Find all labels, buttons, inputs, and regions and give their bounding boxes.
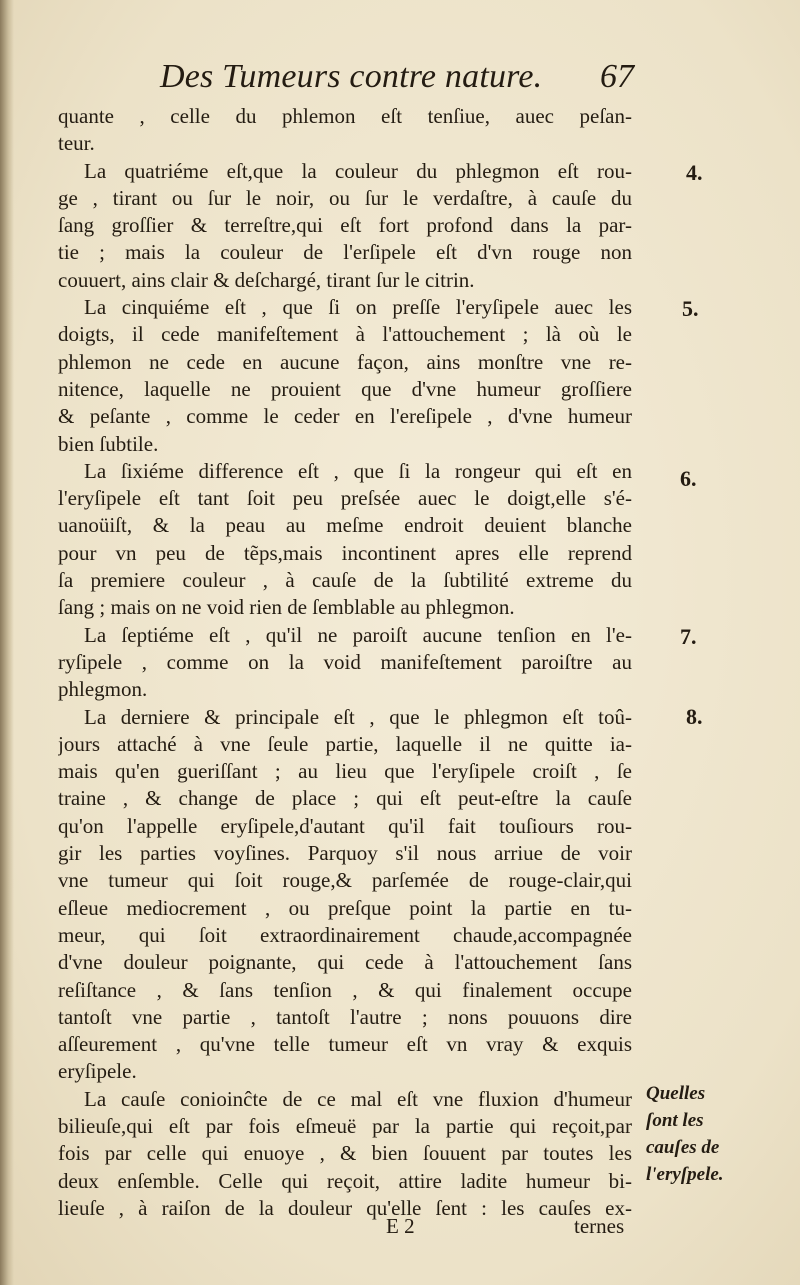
text-line: & peſante , comme le ceder en l'ereſipele , d'vne humeur: [58, 404, 632, 429]
page-footer: [0, 1214, 800, 1244]
text-line: phlemon ne cede en aucune façon, ains monſtre vne re-: [58, 349, 632, 374]
text-line: bilieuſe,qui eſt par fois eſmeuë par la partie qui reçoit,par: [58, 1113, 632, 1138]
text-line: La derniere & principale eſt , que le phlegmon eſt toû-: [84, 704, 632, 729]
signature-mark: E 2: [386, 1214, 415, 1238]
text-line: aſſeurement , qu'vne telle tumeur eſt vn vray & exquis: [58, 1032, 632, 1057]
binding-gutter: [0, 0, 14, 1285]
margin-number-7: 7.: [680, 624, 697, 649]
text-line: uanoüiſt, & la peau au meſme endroit deuient blanche: [58, 513, 632, 538]
side-note-line: Quelles: [646, 1083, 706, 1104]
text-line: bien ſubtile.: [58, 431, 159, 456]
text-line: tantoſt vne partie , tantoſt l'autre ; nons pouuons dire: [58, 1004, 632, 1029]
text-line: vne tumeur qui ſoit rouge,& parſemée de rouge-clair,qui: [58, 868, 632, 893]
text-line: ſa premiere couleur , à cauſe de la ſubtilité extreme du: [58, 568, 632, 593]
margin-number-4: 4.: [686, 160, 703, 185]
text-line: tie ; mais la couleur de l'erſipele eſt d'vn rouge non: [58, 240, 632, 265]
text-line: gir les parties voyſines. Parquoy s'il nous arriue de voir: [58, 841, 632, 866]
text-line: quante , celle du phlemon eſt tenſiue, auec peſan-: [58, 104, 632, 128]
text-line: qu'on l'appelle eryſipele,d'autant qu'il fait touſiours rou-: [58, 813, 632, 838]
text-line: pour vn peu de tẽps,mais incontinent apres elle reprend: [58, 540, 632, 565]
text-line: ſang ; mais on ne void rien de ſemblable au phlegmon.: [58, 595, 515, 620]
side-note-line: cauſes de: [646, 1137, 720, 1158]
text-line: lieuſe , à raiſon de la douleur qu'elle ſent : les cauſes ex-: [58, 1195, 632, 1220]
margin-number-6: 6.: [680, 466, 697, 491]
text-line: d'vne douleur poignante, qui cede à l'attouchement ſans: [58, 950, 632, 975]
text-line: jours attaché à vne ſeule partie, laquelle il ne quitte ia-: [58, 731, 632, 756]
text-line: La ſixiéme difference eſt , que ſi la rongeur qui eſt en: [84, 458, 632, 483]
side-note-line: ſont les: [646, 1110, 704, 1131]
margin-number-8: 8.: [686, 704, 703, 729]
text-line: eryſipele.: [58, 1059, 137, 1084]
running-head: [160, 58, 640, 102]
text-line: traine , & change de place ; qui eſt peut-eſtre la cauſe: [58, 786, 632, 811]
text-line: La cauſe conioinĉte de ce mal eſt vne fluxion d'humeur: [84, 1086, 632, 1111]
margin-number-5: 5.: [682, 296, 699, 321]
margin-side-note: [646, 1080, 756, 1188]
text-line: deux enſemble. Celle qui reçoit, attire ladite humeur bi-: [58, 1168, 632, 1193]
catchword: ternes: [574, 1214, 625, 1238]
text-line: nitence, laquelle ne prouient que d'vne humeur groſſiere: [58, 376, 632, 401]
text-line: doigts, il cede manifeſtement à l'attouchement ; là où le: [58, 322, 632, 347]
text-line: l'eryſipele eſt tant ſoit peu preſsée auec le doigt,elle s'é-: [58, 486, 632, 511]
text-line: teur.: [58, 131, 95, 156]
text-line: La cinquiéme eſt , que ſi on preſſe l'eryſipele auec les: [84, 295, 632, 320]
running-head-title: Des Tumeurs contre nature.: [160, 58, 543, 95]
text-line: phlegmon.: [58, 677, 148, 702]
text-line: ryſipele , comme on la void manifeſtement paroiſtre au: [58, 649, 632, 674]
side-note-line: l'eryſpele.: [646, 1164, 724, 1185]
text-line: mais qu'en gueriſſant ; au lieu que l'eryſipele croiſt , ſe: [58, 759, 632, 784]
text-line: reſiſtance , & ſans tenſion , & qui finalement occupe: [58, 977, 632, 1002]
page-number: 67: [600, 58, 634, 95]
text-line: La quatriéme eſt,que la couleur du phlegmon eſt rou-: [84, 158, 632, 183]
text-line: meur, qui ſoit extraordinairement chaude,accompagnée: [58, 922, 632, 947]
text-line: La ſeptiéme eſt , qu'il ne paroiſt aucune tenſion en l'e-: [84, 622, 632, 647]
body-text: [58, 103, 632, 1222]
text-line: ge , tirant ou ſur le noir, ou ſur le verdaſtre, à cauſe du: [58, 185, 632, 210]
text-line: couuert, ains clair & deſchargé, tirant ſur le citrin.: [58, 267, 475, 292]
text-line: ſang groſſier & terreſtre,qui eſt fort profond dans la par-: [58, 213, 632, 238]
text-line: fois par celle qui enuoye , & bien ſouuent par toutes les: [58, 1141, 632, 1166]
text-line: eſleue mediocrement , ou preſque point la partie en tu-: [58, 895, 632, 920]
